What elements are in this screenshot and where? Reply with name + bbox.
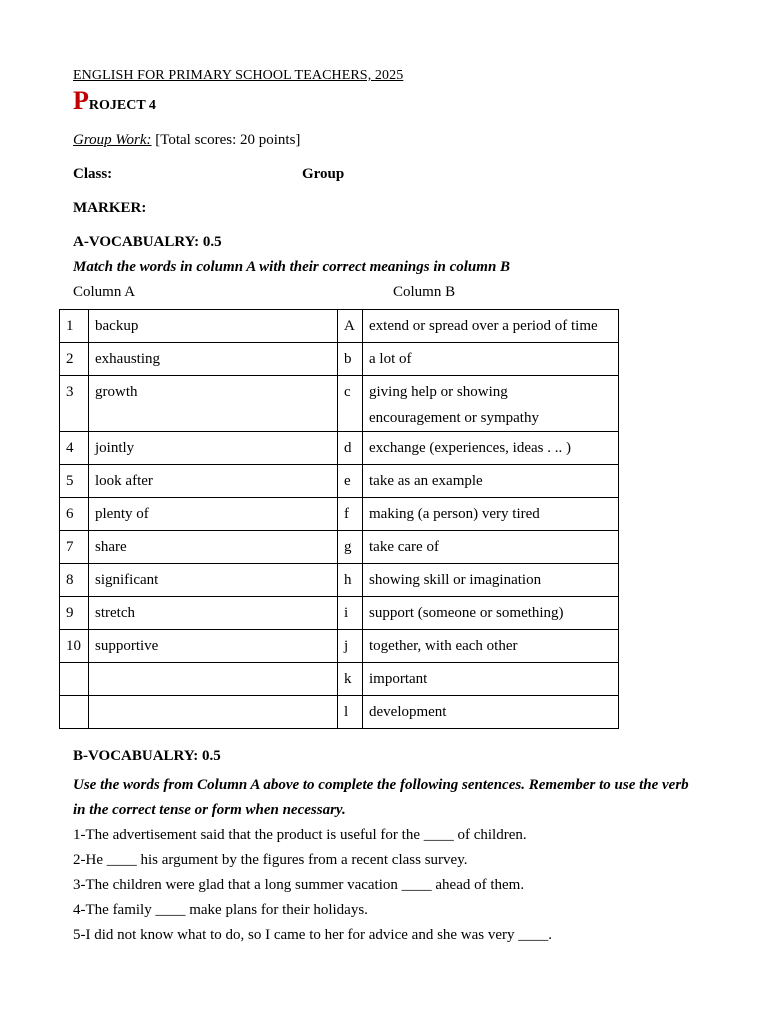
- column-b-meaning: extend or spread over a period of time: [363, 310, 619, 343]
- sentence-list: [73, 823, 552, 948]
- word-number: 10: [60, 630, 89, 663]
- class-label: Class:: [73, 166, 113, 182]
- list-item: 4-The family ____ make plans for their holidays.: [73, 902, 368, 918]
- group-work-line: [73, 132, 300, 149]
- column-b-meaning: exchange (experiences, ideas . .. ): [363, 432, 619, 465]
- word-number: 6: [60, 498, 89, 531]
- meaning-letter: g: [338, 531, 363, 564]
- column-a-word: plenty of: [89, 498, 338, 531]
- word-number: 9: [60, 597, 89, 630]
- table-row: [60, 376, 619, 432]
- word-number: 2: [60, 343, 89, 376]
- column-b-meaning: take as an example: [363, 465, 619, 498]
- table-row: [60, 531, 619, 564]
- vocabulary-matching-table: [59, 309, 619, 729]
- table-row: [60, 564, 619, 597]
- column-b-meaning: support (someone or something): [363, 597, 619, 630]
- table-row: [60, 432, 619, 465]
- meaning-line-1: giving help or showing: [369, 384, 508, 400]
- word-number: 3: [60, 376, 89, 432]
- meaning-letter: e: [338, 465, 363, 498]
- column-b-meaning-multiline: [363, 376, 619, 432]
- word-number: 7: [60, 531, 89, 564]
- table-row: [60, 696, 619, 729]
- section-b-instruction: Use the words from Column A above to complete the following sentences. Remember to use the verb in the correct tense or form when necessary.: [73, 777, 689, 818]
- section-a-instruction: Match the words in column A with their correct meanings in column B: [73, 259, 511, 275]
- meaning-letter: l: [338, 696, 363, 729]
- column-a-word: look after: [89, 465, 338, 498]
- meaning-letter: A: [338, 310, 363, 343]
- column-b-meaning: development: [363, 696, 619, 729]
- meaning-letter: k: [338, 663, 363, 696]
- column-a-word-empty: [89, 663, 338, 696]
- column-a-heading: Column A: [73, 284, 136, 300]
- section-b-heading: B-VOCABUALRY: 0.5: [73, 748, 221, 764]
- section-a-heading: A-VOCABUALRY: 0.5: [73, 234, 222, 250]
- list-item: 5-I did not know what to do, so I came to her for advice and she was very ____.: [73, 927, 553, 943]
- column-a-word: backup: [89, 310, 338, 343]
- meaning-letter: c: [338, 376, 363, 432]
- total-scores-text: [Total scores: 20 points]: [151, 132, 301, 148]
- project-title-rest: ROJECT 4: [88, 98, 156, 113]
- word-number: 8: [60, 564, 89, 597]
- list-item: 1-The advertisement said that the product is useful for the ____ of children.: [73, 827, 527, 843]
- table-row: [60, 310, 619, 343]
- column-a-word: significant: [89, 564, 338, 597]
- word-number: 1: [60, 310, 89, 343]
- meaning-letter: i: [338, 597, 363, 630]
- column-a-word: supportive: [89, 630, 338, 663]
- column-b-meaning: important: [363, 663, 619, 696]
- group-work-label: Group Work:: [73, 132, 152, 148]
- column-b-meaning: showing skill or imagination: [363, 564, 619, 597]
- table-row: [60, 663, 619, 696]
- column-a-word-empty: [89, 696, 338, 729]
- list-item: 2-He ____ his argument by the figures from a recent class survey.: [73, 852, 468, 868]
- column-a-word: growth: [89, 376, 338, 432]
- table-row: [60, 630, 619, 663]
- table-row: [60, 597, 619, 630]
- column-b-meaning: making (a person) very tired: [363, 498, 619, 531]
- table-row: [60, 498, 619, 531]
- table-row: [60, 465, 619, 498]
- word-number: 4: [60, 432, 89, 465]
- column-b-meaning: together, with each other: [363, 630, 619, 663]
- meaning-letter: j: [338, 630, 363, 663]
- word-number-empty: [60, 663, 89, 696]
- column-a-word: jointly: [89, 432, 338, 465]
- list-item: 3-The children were glad that a long summer vacation ____ ahead of them.: [73, 877, 525, 893]
- word-number-empty: [60, 696, 89, 729]
- word-number: 5: [60, 465, 89, 498]
- meaning-letter: h: [338, 564, 363, 597]
- course-title: ENGLISH FOR PRIMARY SCHOOL TEACHERS, 2025: [73, 68, 404, 83]
- meaning-letter: d: [338, 432, 363, 465]
- marker-label: MARKER:: [73, 200, 147, 216]
- meaning-line-2: encouragement or sympathy: [369, 410, 539, 426]
- column-b-meaning: a lot of: [363, 343, 619, 376]
- column-a-word: stretch: [89, 597, 338, 630]
- meaning-letter: b: [338, 343, 363, 376]
- project-title: [73, 86, 156, 116]
- group-label: Group: [302, 166, 345, 182]
- column-b-heading: Column B: [393, 284, 456, 300]
- meaning-letter: f: [338, 498, 363, 531]
- project-title-initial: P: [73, 86, 89, 115]
- column-a-word: exhausting: [89, 343, 338, 376]
- column-b-meaning: take care of: [363, 531, 619, 564]
- table-row: [60, 343, 619, 376]
- column-a-word: share: [89, 531, 338, 564]
